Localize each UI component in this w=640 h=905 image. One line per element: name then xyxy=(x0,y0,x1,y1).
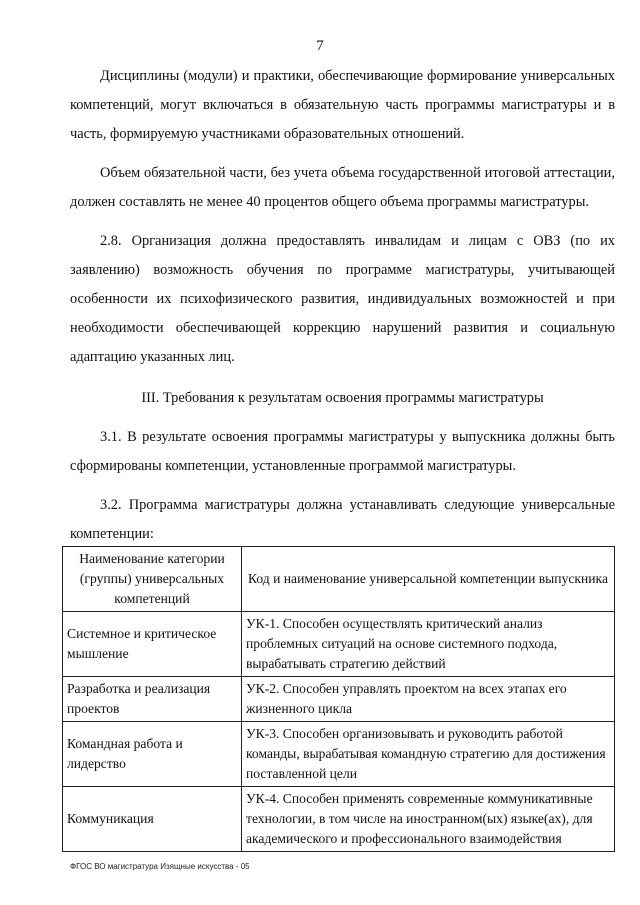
competence-table-wrap xyxy=(62,546,615,852)
cell-category: Коммуникация xyxy=(63,787,242,852)
body-text xyxy=(70,62,615,559)
table-row xyxy=(63,722,615,787)
cell-competence: УК-3. Способен организовывать и руководить работой команды, вырабатывая командную стратегию для достижения поставленной цели xyxy=(242,722,615,787)
paragraph-2-8: 2.8. Организация должна предоставлять инвалидам и лицам с ОВЗ (по их заявлению) возможность обучения по программе магистратуры, учитывающей особенности их психофизического развития, индивидуальных возможностей и при необходимости обеспечивающей коррекцию нарушений развития и социальную адаптацию указанных лиц. xyxy=(70,233,615,365)
table-row xyxy=(63,677,615,722)
header-competence: Код и наименование универсальной компетенции выпускника xyxy=(242,547,615,612)
cell-category: Системное и критическое мышление xyxy=(63,612,242,677)
header-category: Наименование категории (группы) универсальных компетенций xyxy=(63,547,242,612)
cell-competence: УК-2. Способен управлять проектом на всех этапах его жизненного цикла xyxy=(242,677,615,722)
page-footer: ФГОС ВО магистратура Изящные искусства - 05 xyxy=(70,862,250,871)
section-heading: III. Требования к результатам освоения программы магистратуры xyxy=(141,390,544,406)
page-number: 7 xyxy=(316,38,324,54)
cell-competence: УК-4. Способен применять современные коммуникативные технологии, в том числе на иностранном(ых) языке(ах), для академического и профессионального взаимодействия xyxy=(242,787,615,852)
paragraph-mandatory-part: Объем обязательной части, без учета объема государственной итоговой аттестации, должен составлять не менее 40 процентов общего объема программы магистратуры. xyxy=(70,165,615,210)
table-header-row xyxy=(63,547,615,612)
paragraph-disciplines: Дисциплины (модули) и практики, обеспечивающие формирование универсальных компетенций, могут включаться в обязательную часть программы магистратуры и в часть, формируемую участниками образовательных отношений. xyxy=(70,68,615,142)
table-row xyxy=(63,612,615,677)
cell-category: Командная работа и лидерство xyxy=(63,722,242,787)
cell-category: Разработка и реализация проектов xyxy=(63,677,242,722)
paragraph-3-2: 3.2. Программа магистратуры должна устанавливать следующие универсальные компетенции: xyxy=(70,497,615,542)
cell-competence: УК-1. Способен осуществлять критический анализ проблемных ситуаций на основе системного подхода, вырабатывать стратегию действий xyxy=(242,612,615,677)
table-row xyxy=(63,787,615,852)
paragraph-3-1: 3.1. В результате освоения программы магистратуры у выпускника должны быть сформированы компетенции, установленные программой магистратуры. xyxy=(70,429,615,474)
competence-table xyxy=(62,546,615,852)
